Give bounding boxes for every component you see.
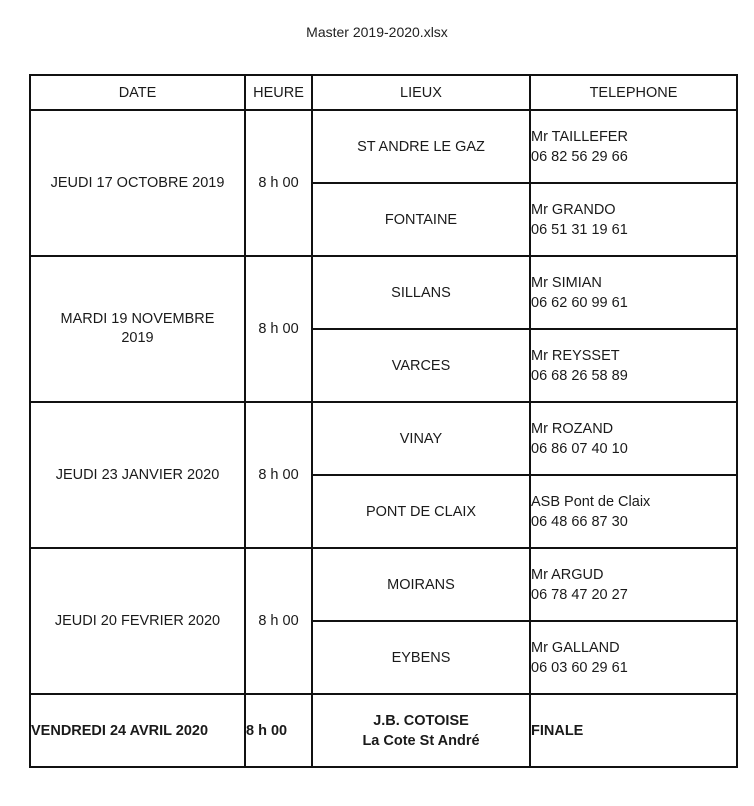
document-title: Master 2019-2020.xlsx <box>306 24 448 40</box>
heure-cell: 8 h 00 <box>245 402 312 548</box>
header-row <box>30 75 737 110</box>
lieu-cell: VINAY <box>312 402 530 475</box>
telephone-cell <box>530 256 737 329</box>
telephone-cell <box>530 475 737 548</box>
contact-name: Mr GALLAND <box>531 639 620 656</box>
table-row <box>30 110 737 183</box>
phone-number: 06 86 07 40 10 <box>531 440 628 457</box>
final-heure-cell: 8 h 00 <box>245 694 312 767</box>
heure-cell: 8 h 00 <box>245 548 312 694</box>
telephone-cell <box>530 110 737 183</box>
final-date-cell: VENDREDI 24 AVRIL 2020 <box>30 694 245 767</box>
date-cell: JEUDI 23 JANVIER 2020 <box>30 402 245 548</box>
date-cell: JEUDI 17 OCTOBRE 2019 <box>30 110 245 256</box>
phone-number: 06 03 60 29 61 <box>531 659 628 676</box>
lieu-cell: PONT DE CLAIX <box>312 475 530 548</box>
lieu-cell: FONTAINE <box>312 183 530 256</box>
contact-name: ASB Pont de Claix <box>531 493 651 510</box>
final-venue-town: La Cote St André <box>362 732 480 749</box>
phone-number: 06 68 26 58 89 <box>531 367 628 384</box>
table-row <box>30 548 737 621</box>
phone-number: 06 48 66 87 30 <box>531 513 628 530</box>
contact-name: Mr SIMIAN <box>531 274 602 291</box>
phone-number: 06 78 47 20 27 <box>531 586 628 603</box>
final-lieu-cell <box>312 694 530 767</box>
lieu-cell: SILLANS <box>312 256 530 329</box>
telephone-cell <box>530 621 737 694</box>
header-heure: HEURE <box>245 75 312 110</box>
contact-name: Mr ARGUD <box>531 566 604 583</box>
lieu-cell: ST ANDRE LE GAZ <box>312 110 530 183</box>
table-row <box>30 402 737 475</box>
lieu-cell: MOIRANS <box>312 548 530 621</box>
final-row <box>30 694 737 767</box>
lieu-cell: EYBENS <box>312 621 530 694</box>
phone-number: 06 62 60 99 61 <box>531 294 628 311</box>
telephone-cell <box>530 548 737 621</box>
contact-name: Mr REYSSET <box>531 347 620 364</box>
heure-cell: 8 h 00 <box>245 110 312 256</box>
heure-cell: 8 h 00 <box>245 256 312 402</box>
contact-name: Mr GRANDO <box>531 201 616 218</box>
header-telephone: TELEPHONE <box>530 75 737 110</box>
phone-number: 06 82 56 29 66 <box>531 148 628 165</box>
contact-name: Mr TAILLEFER <box>531 128 628 145</box>
header-date: DATE <box>30 75 245 110</box>
telephone-cell <box>530 329 737 402</box>
header-lieux: LIEUX <box>312 75 530 110</box>
lieu-cell: VARCES <box>312 329 530 402</box>
telephone-cell <box>530 402 737 475</box>
contact-name: Mr ROZAND <box>531 420 614 437</box>
telephone-cell <box>530 183 737 256</box>
phone-number: 06 51 31 19 61 <box>531 221 628 238</box>
date-cell: MARDI 19 NOVEMBRE 2019 <box>30 256 245 402</box>
table-row <box>30 256 737 329</box>
final-telephone-cell: FINALE <box>530 694 737 767</box>
schedule-table <box>29 74 738 768</box>
date-cell: JEUDI 20 FEVRIER 2020 <box>30 548 245 694</box>
final-venue-name: J.B. COTOISE <box>373 712 469 729</box>
